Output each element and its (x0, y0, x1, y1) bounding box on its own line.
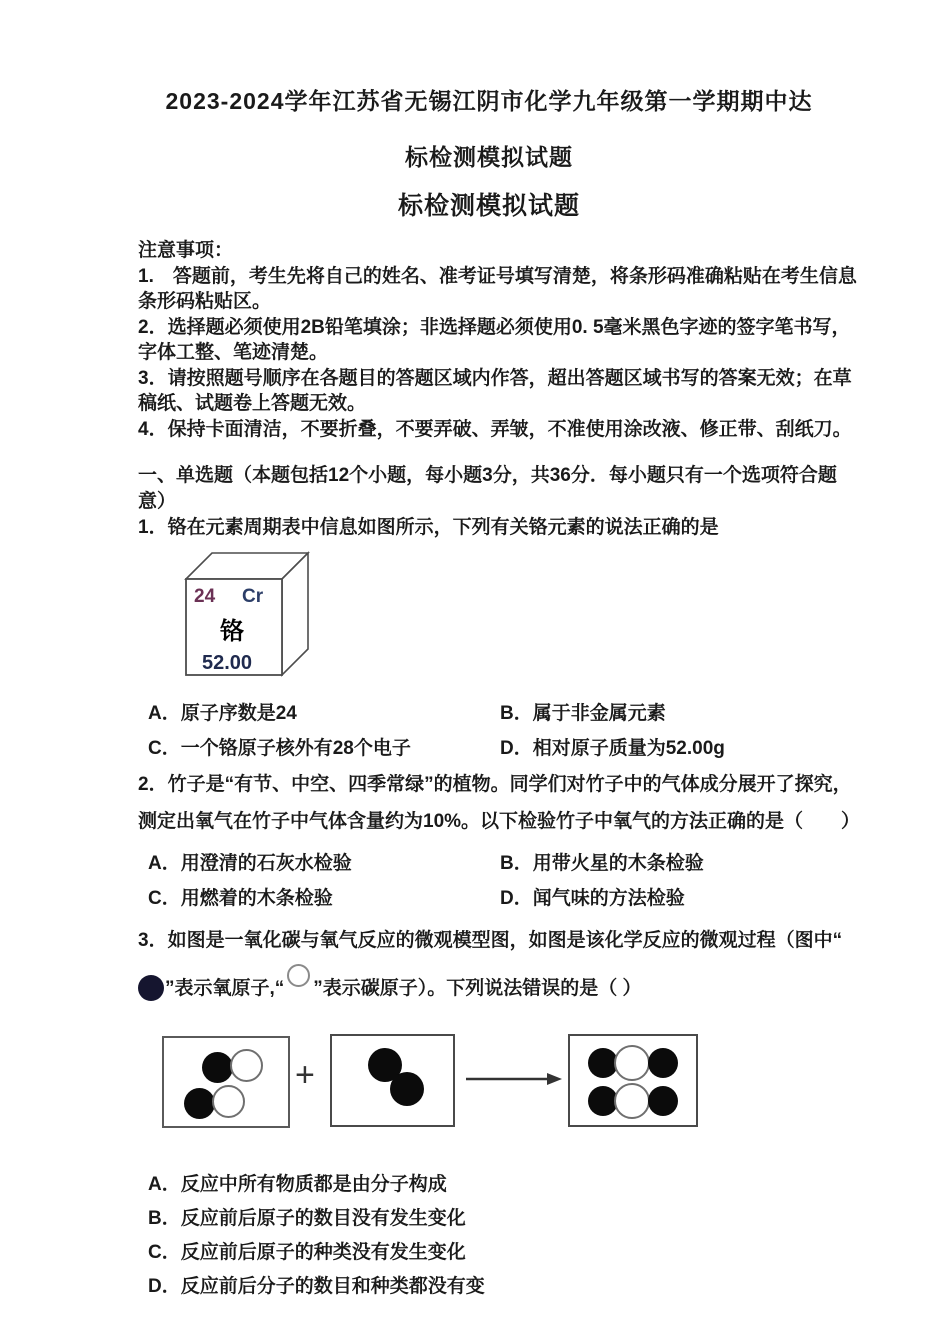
question-option: A．用澄清的石灰水检验 (148, 853, 352, 874)
o2-molecule-box (330, 1034, 455, 1127)
reaction-arrow-icon (466, 1072, 562, 1086)
section-heading (138, 463, 840, 515)
carbon-atom (212, 1085, 245, 1118)
legend-carbon-text: ”表示碳原子）。下列说法错误的是（ ） (313, 978, 642, 999)
element-symbol: Cr (242, 586, 264, 607)
question-option: B．用带火星的木条检验 (500, 853, 704, 874)
co2-molecules-box (568, 1034, 698, 1127)
question-option: D．相对原子质量为52.00g (500, 738, 725, 759)
element-name: 铬 (220, 618, 244, 645)
question-3-options (148, 1168, 840, 1304)
question-2-options (148, 846, 840, 916)
section-heading-line2: 意） (138, 491, 177, 512)
legend-oxygen-text: ”表示氧原子,“ (165, 978, 285, 999)
question-option: A．原子序数是24 (148, 703, 297, 724)
question-2 (138, 766, 861, 916)
question-option: D．闻气味的方法检验 (500, 888, 685, 909)
notice-line: 4．保持卡面清洁，不要折叠，不要弄破、弄皱，不准使用涂改液、修正带、刮纸刀。 (138, 418, 852, 440)
carbon-atom (230, 1049, 263, 1082)
carbon-atom (614, 1083, 650, 1119)
carbon-atom (614, 1045, 650, 1081)
oxygen-atom (648, 1048, 678, 1078)
element-cell-figure (182, 549, 840, 684)
question-option: A．反应中所有物质都是由分子构成 (148, 1174, 447, 1195)
question-option: C．用燃着的木条检验 (148, 888, 333, 909)
notice-line: 字体工整、笔迹清楚。 (138, 342, 329, 363)
oxygen-atom (202, 1052, 233, 1083)
element-relative-mass: 52.00 (202, 652, 253, 674)
question-2-stem-line2: 测定出氧气在竹子中气体含量约为10%。以下检验竹子中氧气的方法正确的是（ ） (138, 811, 861, 832)
notice-line: 稿纸、试题卷上答题无效。 (138, 393, 367, 414)
oxygen-atom (390, 1072, 424, 1106)
question-3-atom-legend (138, 964, 840, 1008)
question-1-options (148, 696, 840, 766)
exam-title-line3: 标检测模拟试题 (397, 192, 580, 220)
notice-line: 3．请按照题号顺序在各题目的答题区域内作答，超出答题区域书写的答案无效；在草 (138, 367, 852, 389)
oxygen-atom-legend-icon (138, 975, 164, 1001)
question-option: C．一个铬原子核外有28个电子 (148, 738, 411, 759)
section-heading-line1: 一、单选题（本题包括12个小题，每小题3分，共36分．每小题只有一个选项符合题 (138, 465, 837, 486)
notice-line: 1. 答题前，考生先将自己的姓名、准考证号填写清楚，将条形码准确粘贴在考生信息 (138, 265, 857, 287)
notice-heading: 注意事项： (138, 240, 234, 261)
element-cube-drawing (182, 549, 314, 679)
question-option: B．属于非金属元素 (500, 703, 666, 724)
question-option: C．反应前后原子的种类没有发生变化 (148, 1242, 466, 1263)
question-option: B．反应前后原子的数目没有发生变化 (148, 1208, 466, 1229)
notice-line: 条形码粘贴区。 (138, 291, 272, 312)
notice-section (138, 238, 857, 442)
oxygen-atom (648, 1086, 678, 1116)
element-atomic-number: 24 (194, 586, 216, 607)
question-3-stem-line1: 3．如图是一氧化碳与氧气反应的微观模型图，如图是该化学反应的微观过程（图中“ (138, 930, 843, 951)
notice-line: 2．选择题必须使用2B铅笔填涂；非选择题必须使用0. 5毫米黑色字迹的签字笔书写， (138, 316, 851, 338)
question-option: D．反应前后分子的数目和种类都没有变 (148, 1276, 485, 1297)
exam-title-line1: 2023-2024学年江苏省无锡江阴市化学九年级第一学期期中达 (165, 88, 813, 114)
oxygen-atom (184, 1088, 215, 1119)
reaction-model-diagram (138, 1034, 840, 1130)
plus-sign: + (295, 1056, 315, 1094)
exam-title-line2: 标检测模拟试题 (405, 144, 573, 170)
carbon-atom-legend-icon (287, 964, 310, 987)
question-1-stem: 1．铬在元素周期表中信息如图所示，下列有关铬元素的说法正确的是 (138, 517, 719, 538)
question-2-stem-line1: 2．竹子是“有节、中空、四季常绿”的植物。同学们对竹子中的气体成分展开了探究， (138, 774, 852, 795)
co-molecules-box (162, 1036, 290, 1128)
